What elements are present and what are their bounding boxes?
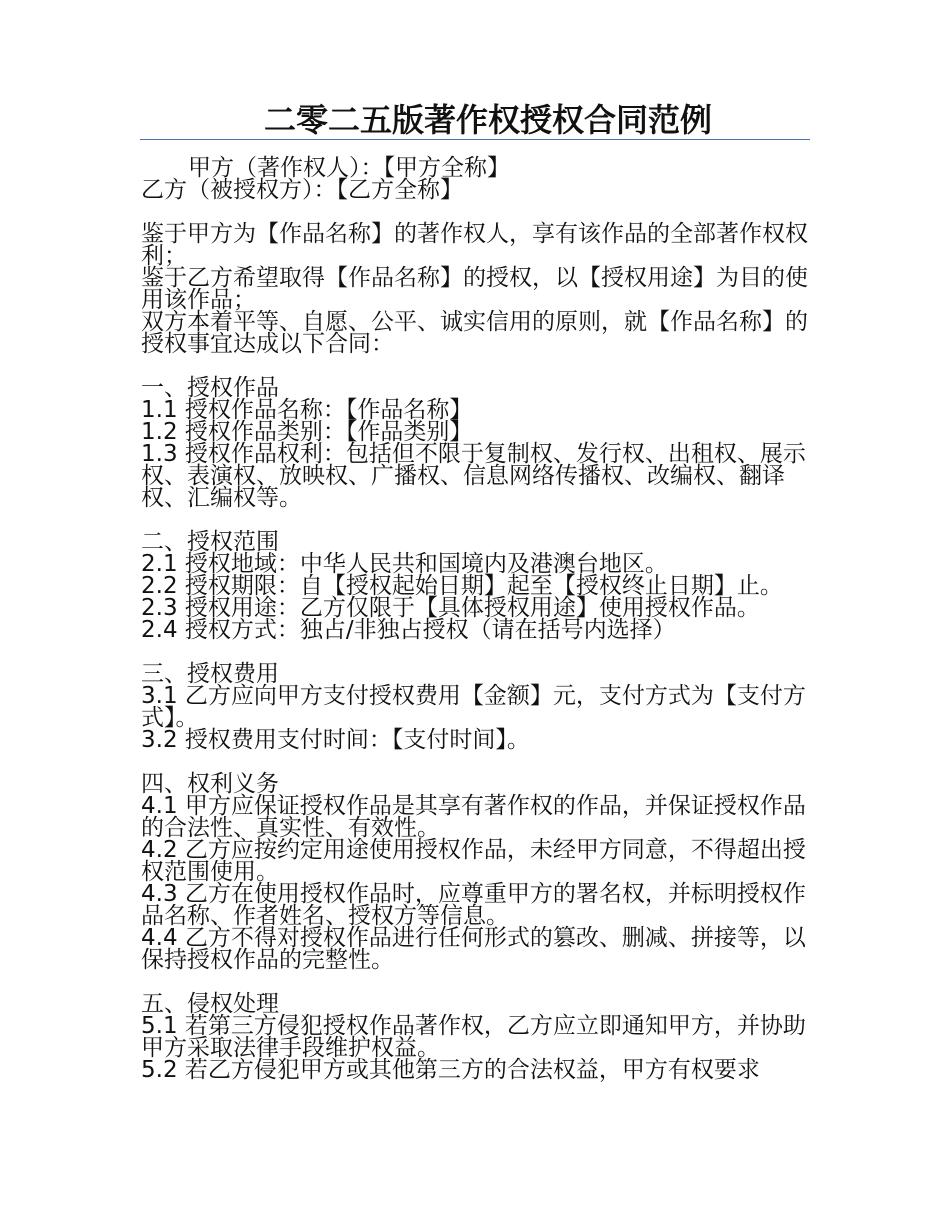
section-heading: 二、授权范围: [141, 529, 279, 555]
section-heading: 四、权利义务: [141, 771, 279, 797]
clause: 1.2 授权作品类别：【作品类别】: [141, 419, 473, 445]
paragraph-gap: [141, 971, 816, 993]
recital-1: 鉴于甲方为【作品名称】的著作权人，享有该作品的全部著作权权利；: [141, 221, 808, 269]
party-b-line: 乙方（被授权方）：【乙方全称】: [141, 177, 463, 203]
clause: 4.3 乙方在使用授权作品时，应尊重甲方的署名权，并标明授权作品名称、作者姓名、授权方等信息。: [141, 881, 806, 929]
section-heading: 五、侵权处理: [141, 991, 279, 1017]
document-title: 二零二五版著作权授权合同范例: [263, 101, 712, 139]
paragraph-gap: [141, 355, 816, 377]
clause: 3.1 乙方应向甲方支付授权费用【金额】元，支付方式为【支付方式】。: [141, 683, 806, 731]
recital-2: 鉴于乙方希望取得【作品名称】的授权，以【授权用途】为目的使用该作品；: [141, 265, 808, 313]
clause: 1.1 授权作品名称：【作品名称】: [141, 397, 473, 423]
paragraph-gap: [141, 751, 816, 773]
party-a-line: 甲方（著作权人）：【甲方全称】: [188, 155, 510, 181]
title-underline: [140, 139, 810, 140]
recital-3: 双方本着平等、自愿、公平、诚实信用的原则，就【作品名称】的授权事宜达成以下合同：: [141, 309, 808, 357]
paragraph-gap: [141, 641, 816, 663]
clause: 5.2 若乙方侵犯甲方或其他第三方的合法权益，甲方有权要求: [141, 1057, 760, 1083]
clause: 2.4 授权方式：独占/非独占授权（请在括号内选择）: [141, 617, 676, 643]
paragraph-gap: [141, 201, 816, 223]
clause: 2.2 授权期限：自【授权起始日期】起至【授权终止日期】止。: [141, 573, 783, 599]
paragraph-gap: [141, 509, 816, 531]
clause: 4.4 乙方不得对授权作品进行任何形式的篡改、删减、拼接等，以保持授权作品的完整性。: [141, 925, 806, 973]
section-heading: 一、授权作品: [141, 375, 279, 401]
section-heading: 三、授权费用: [141, 661, 279, 687]
clause: 1.3 授权作品权利：包括但不限于复制权、发行权、出租权、展示权、表演权、放映权、广播权、信息网络传播权、改编权、翻译权、汇编权等。: [141, 441, 806, 511]
clause: 3.2 授权费用支付时间：【支付时间】。: [141, 727, 530, 753]
clause: 2.1 授权地域：中华人民共和国境内及港澳台地区。: [141, 551, 668, 577]
document-body: [141, 157, 816, 1081]
clause: 4.1 甲方应保证授权作品是其享有著作权的作品，并保证授权作品的合法性、真实性、有效性。: [141, 793, 806, 841]
clause: 4.2 乙方应按约定用途使用授权作品，未经甲方同意，不得超出授权范围使用。: [141, 837, 806, 885]
clause: 5.1 若第三方侵犯授权作品著作权，乙方应立即通知甲方，并协助甲方采取法律手段维护权益。: [141, 1013, 806, 1061]
clause: 2.3 授权用途：乙方仅限于【具体授权用途】使用授权作品。: [141, 595, 760, 621]
